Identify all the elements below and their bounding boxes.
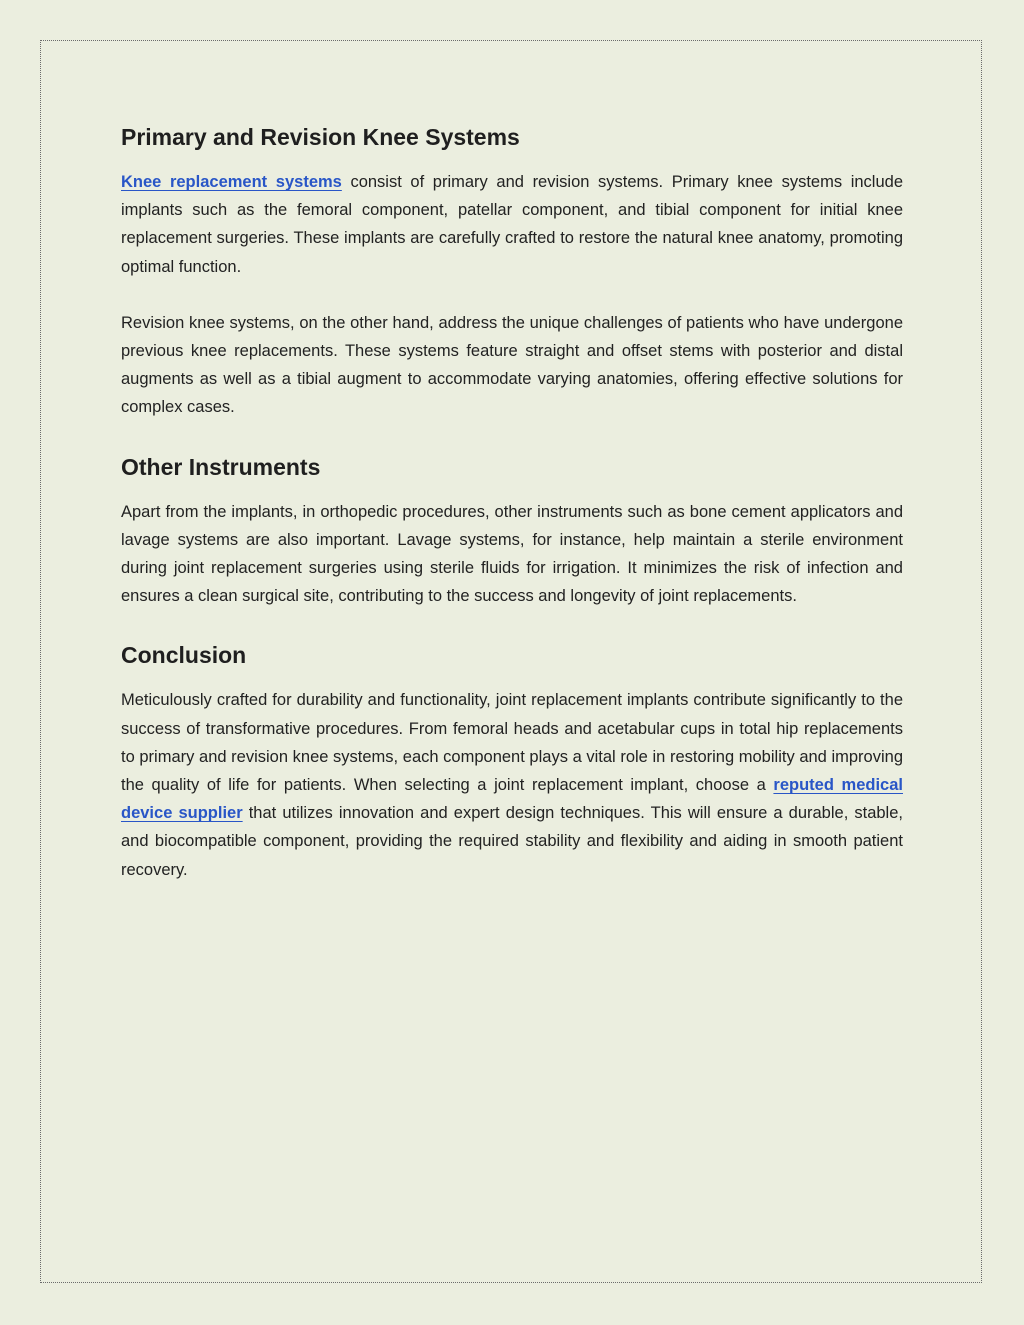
section-heading-primary-revision: Primary and Revision Knee Systems [121,124,520,150]
paragraph-other-instruments: Apart from the implants, in orthopedic procedures, other instruments such as bone cement applicators and lavage systems are also important. Lavage systems, for instance, help maintain a sterile environment during joint replacement surgeries using sterile fluids for irrigation. It minimizes the risk of infection and ensures a clean surgical site, contributing to the success and longevity of joint replacements. [121,502,903,606]
document-content [121,118,903,884]
paragraph-text: Meticulously crafted for durability and functionality, joint replacement implants contribute significantly to the success of transformative procedures. From femoral heads and acetabular cups in total hip replacements to primary and revision knee systems, each component plays a vital role in restoring mobility and improving the quality of life for patients. When selecting a joint replacement implant, choose a [121,691,903,795]
paragraph-knee-systems [121,168,903,281]
paragraph-text: consist of primary and revision systems. Primary knee systems include implants such as the femoral component, patellar component, and tibial component for initial knee replacement surgeries. These implants are carefully crafted to restore the natural knee anatomy, promoting optimal function. [121,173,903,276]
reputed-medical-device-supplier-link[interactable]: reputed medical device supplier [121,776,903,823]
section-heading-other-instruments: Other Instruments [121,453,321,480]
section-heading-conclusion: Conclusion [121,642,247,669]
paragraph-revision-systems: Revision knee systems, on the other hand, address the unique challenges of patients who have undergone previous knee replacements. These systems feature straight and offset stems with posterior and distal augments as well as a tibial augment to accommodate varying anatomies, offering effective solutions for complex cases. [121,313,903,417]
paragraph-text: that utilizes innovation and expert design techniques. This will ensure a durable, stable, and biocompatible component, providing the required stability and flexibility and aiding in smooth patient recovery. [121,804,903,879]
knee-replacement-systems-link[interactable]: Knee replacement systems [121,173,342,191]
paragraph-conclusion [121,686,903,883]
